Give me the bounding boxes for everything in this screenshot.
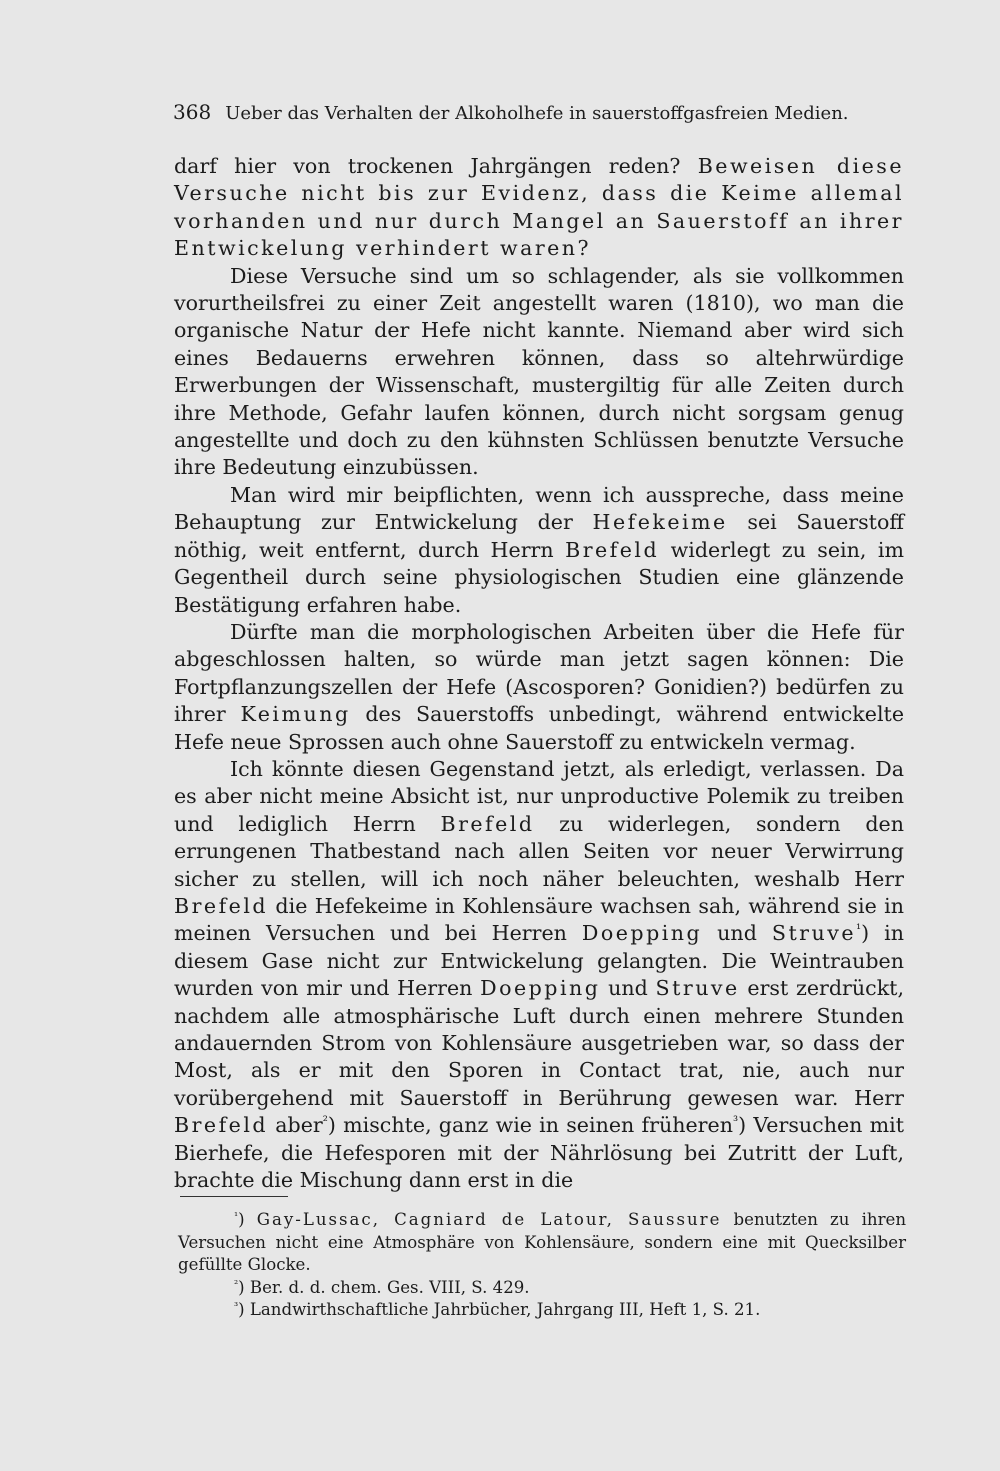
running-title: Ueber das Verhalten der Alkoholhefe in sauerstoffgasfreien Medien.: [225, 103, 849, 124]
text-run: die Hefekeime in Kohlensäure wachsen sah, während sie in meinen Versuchen und bei Herren: [174, 893, 904, 946]
footnote-marker: ¹: [234, 1210, 239, 1223]
text-run: benutzten zu ihren Versuchen nicht eine Atmosphäre von Kohlensäure, sondern eine mit Quecksilber gefüllte Glocke.: [178, 1210, 907, 1274]
text-run: des Sauerstoffs unbedingt, während entwickelte Hefe neue Sprossen auch ohne Sauerstoff zu entwickeln vermag.: [174, 702, 905, 754]
text-run: ) Landwirthschaftliche Jahrbücher, Jahrgang III, Heft 1, S. 21.: [238, 1300, 761, 1319]
footnote-marker: ³: [732, 1114, 739, 1130]
footnotes: [178, 1209, 906, 1322]
spaced-text: Beweisen diese Versuche nicht bis zur Evidenz, dass die Keime allemal vorhanden und nur durch Mangel an Sauerstoff an ihrer Entwickelung verhindert waren?: [174, 154, 904, 261]
paragraph-5: [174, 756, 904, 1195]
footnote-3: [178, 1299, 906, 1322]
text-run: aber: [268, 1113, 323, 1138]
spaced-text: Brefeld: [174, 1113, 269, 1138]
spaced-text: Struve: [771, 921, 857, 946]
text-run: ) in diesem Gase nicht zur Entwickelung gelangten. Die Weintrauben wurden von mir und Herren: [174, 921, 904, 1001]
spaced-text: Struve: [655, 976, 740, 1001]
paragraph-4: [174, 619, 904, 756]
text-run: ) Versuchen mit Bierhefe, die Hefesporen mit der Nährlösung bei Zutritt der Luft, brachte die Mischung dann erst in die: [174, 1113, 905, 1193]
text-run: erst zerdrückt, nachdem alle atmosphärische Luft durch einen mehrere Stunden andauernden Strom von Kohlensäure ausgetrieben war, so dass der Most, als er mit den Sporen in Contact trat, nie, auch nur vorübergehend mit Sauerstoff in Berührung gewesen war. Herr: [174, 976, 904, 1110]
text-run: darf hier von trockenen Jahrgängen reden?: [174, 154, 698, 178]
spaced-text: Brefeld: [440, 811, 535, 836]
footnote-marker: ¹: [856, 922, 862, 938]
text-run: Dürfte man die morphologischen Arbeiten über die Hefe für abgeschlossen halten, so würde man jetzt sagen können: Die Fortpflanzungszellen der Hefe (Ascosporen? Gonidien?) bedürfen zu ihrer: [174, 619, 904, 727]
page-number: 368: [173, 100, 212, 124]
footnote-marker: ²: [322, 1114, 328, 1130]
text-run: Ich könnte diesen Gegenstand jetzt, als erledigt, verlassen. Da es aber nicht meine Absicht ist, nur unproductive Polemik zu treiben und lediglich Herrn: [174, 756, 904, 836]
text-run: und: [600, 976, 656, 1001]
paragraph-2: Diese Versuche sind um so schlagender, als sie vollkommen vorurtheilsfrei zu einer Zeit angestellt waren (1810), wo man die organische Natur der Hefe nicht kannte. Niemand aber wird sich eines Bedauerns erwehren können, dass so altehrwürdige Erwerbungen der Wissenschaft, mustergiltig für alle Zeiten durch ihre Methode, Gefahr laufen können, durch nicht sorgsam genug angestellte und doch zu den kühnsten Schlüssen benutzte Versuche ihre Bedeutung einzubüssen.: [174, 263, 904, 480]
running-header: [173, 100, 853, 124]
spaced-text: Brefeld: [565, 537, 660, 562]
footnote-2: [178, 1277, 906, 1300]
footnote-marker: ³: [234, 1300, 239, 1313]
paragraph-3: [174, 482, 904, 619]
text-run: widerlegt zu sein, im Gegentheil durch seine physiologischen Studien eine glänzende Bestätigung erfahren habe.: [174, 537, 904, 617]
text-run: ) Ber. d. d. chem. Ges. VIII, S. 429.: [238, 1277, 530, 1297]
spaced-text: Doepping: [480, 976, 601, 1001]
text-run: sei Sauerstoff nöthig, weit entfernt, durch Herrn: [174, 510, 904, 562]
text-run: Man wird mir beipflichten, wenn ich ausspreche, dass meine Behauptung zur Entwickelung der: [174, 482, 904, 535]
footnote-1: $^{^1}$) Gay-Lussac, Cagniard de Latour, Saussure benutzten zu ihren Versuchen nicht eine Atmosphäre von Kohlensäure, sondern eine mit Quecksilber gefüllte Glocke.: [178, 1210, 907, 1274]
spaced-text: Gay-Lussac, Cagniard de Latour, Saussure: [256, 1210, 722, 1229]
spaced-text: Hefekeime: [592, 510, 728, 535]
footnote-separator: [180, 1196, 288, 1197]
spaced-text: Doepping: [581, 921, 703, 946]
spaced-text: Keimung: [240, 702, 351, 727]
text-run: und: [702, 921, 772, 946]
paragraph-1: [174, 153, 904, 263]
spaced-text: Brefeld: [174, 893, 269, 918]
body-text: [174, 153, 904, 1194]
text-run: zu widerlegen, sondern den errungenen Thatbestand nach allen Seiten vor neuer Verwirrung sicher zu stellen, will ich noch näher beleuchten, weshalb Herr: [174, 811, 904, 891]
text-run: ) mischte, ganz wie in seinen früheren: [327, 1113, 733, 1138]
footnote-marker: ²: [234, 1277, 239, 1290]
